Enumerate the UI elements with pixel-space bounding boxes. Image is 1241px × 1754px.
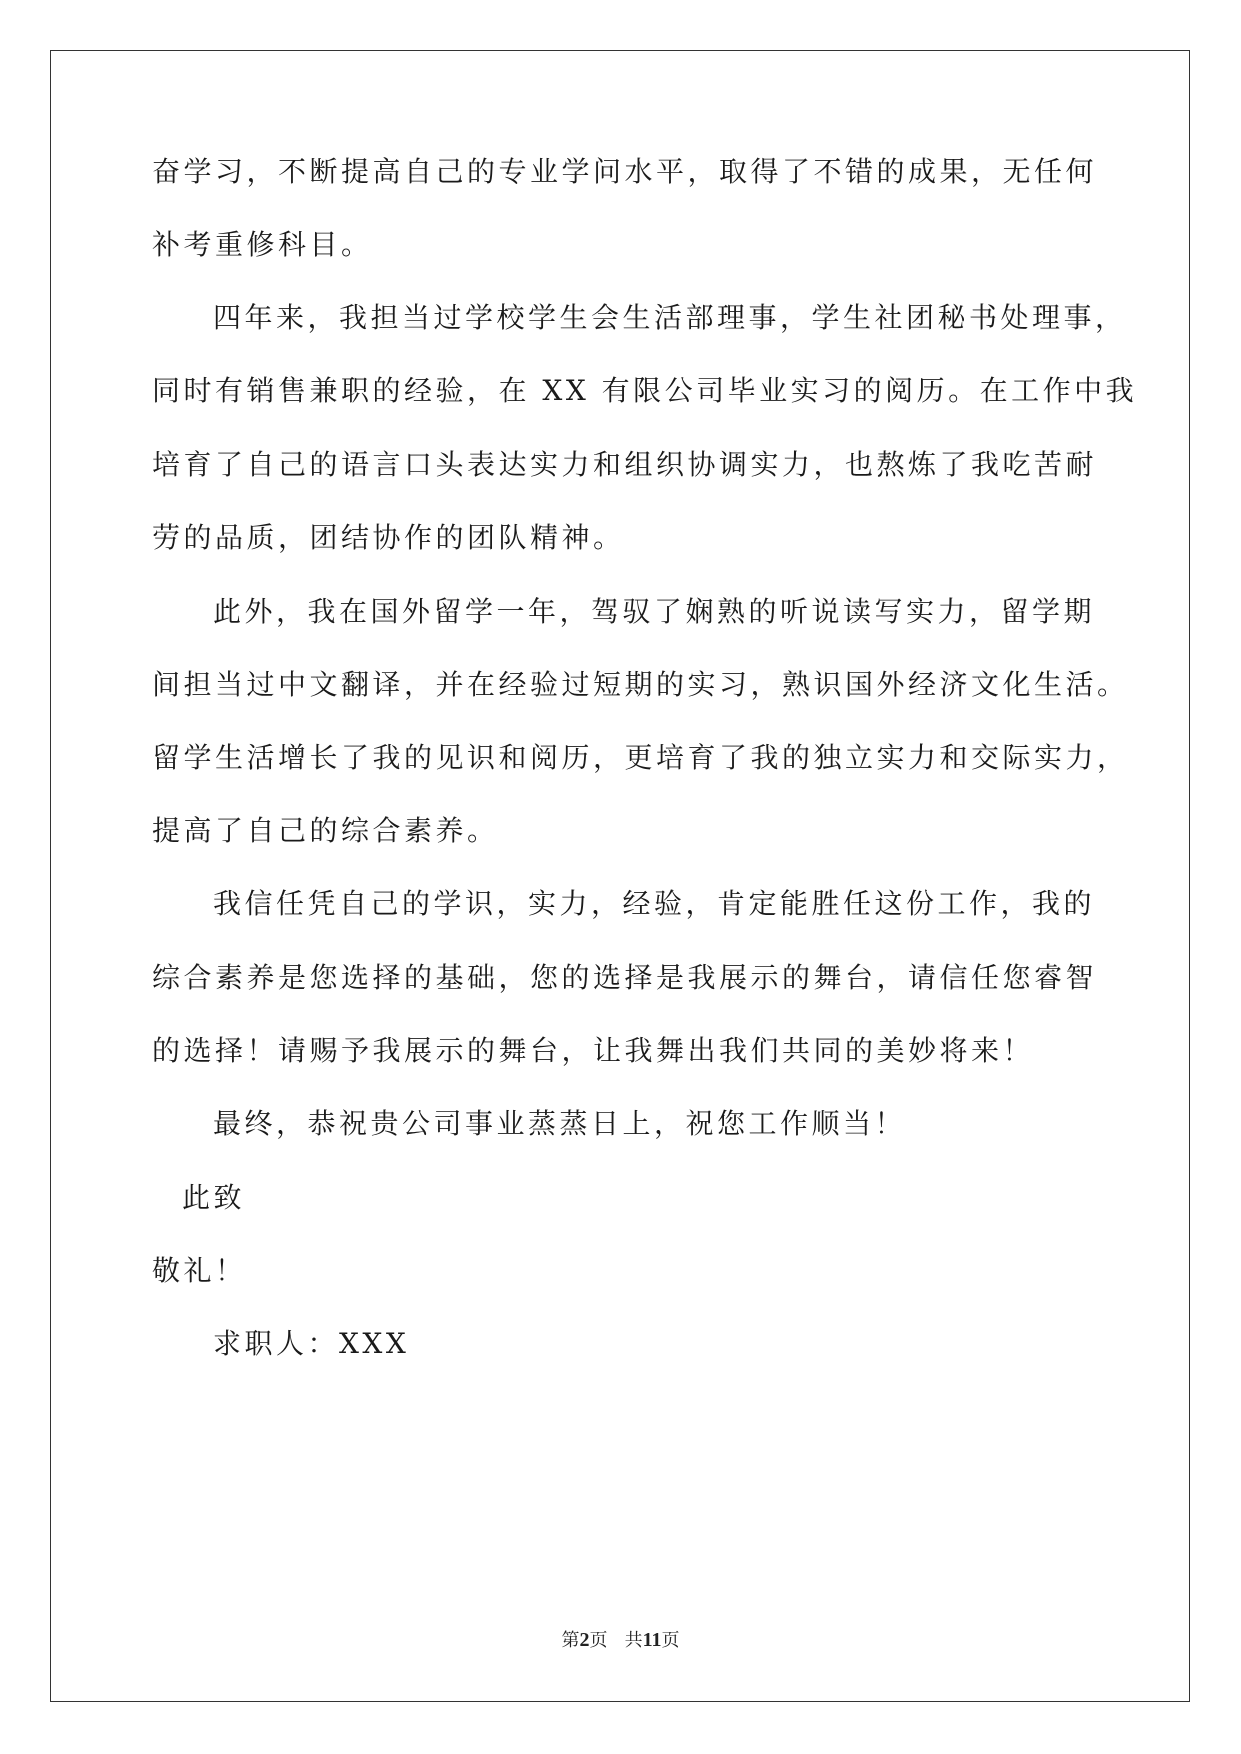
page-footer bbox=[0, 1628, 1241, 1653]
body-line: 留学生活增长了我的见识和阅历，更培育了我的独立实力和交际实力， bbox=[152, 741, 1129, 774]
body-line: 我信任凭自己的学识，实力，经验，肯定能胜任这份工作，我的 bbox=[213, 887, 1096, 920]
page-suffix: 页 bbox=[589, 1630, 608, 1651]
body-line: 补考重修科目。 bbox=[152, 228, 373, 261]
salutation-cizhi: 此致 bbox=[182, 1181, 246, 1214]
page-number: 2 bbox=[579, 1629, 590, 1651]
signature-applicant: 求职人：XXX bbox=[213, 1327, 410, 1360]
body-line: 四年来，我担当过学校学生会生活部理事，学生社团秘书处理事， bbox=[213, 301, 1127, 334]
total-prefix: 共 bbox=[624, 1630, 643, 1651]
body-line: 的选择！请赐予我展示的舞台，让我舞出我们共同的美妙将来！ bbox=[152, 1034, 1035, 1067]
closing-wish: 最终，恭祝贵公司事业蒸蒸日上，祝您工作顺当！ bbox=[213, 1107, 907, 1140]
total-suffix: 页 bbox=[661, 1630, 680, 1651]
salutation-jingli: 敬礼！ bbox=[152, 1254, 247, 1287]
body-line: 提高了自己的综合素养。 bbox=[152, 814, 499, 847]
body-line: 培育了自己的语言口头表达实力和组织协调实力，也熬炼了我吃苦耐 bbox=[152, 448, 1098, 481]
body-line: 同时有销售兼职的经验，在 XX 有限公司毕业实习的阅历。在工作中我 bbox=[152, 374, 1138, 407]
body-line: 间担当过中文翻译，并在经验过短期的实习，熟识国外经济文化生活。 bbox=[152, 668, 1129, 701]
body-line: 此外，我在国外留学一年，驾驭了娴熟的听说读写实力，留学期 bbox=[213, 595, 1096, 628]
page-prefix: 第 bbox=[561, 1630, 580, 1651]
body-line: 综合素养是您选择的基础，您的选择是我展示的舞台，请信任您睿智 bbox=[152, 961, 1098, 994]
total-pages: 11 bbox=[642, 1629, 662, 1651]
body-line: 劳的品质，团结协作的团队精神。 bbox=[152, 521, 625, 554]
body-line: 奋学习，不断提高自己的专业学问水平，取得了不错的成果，无任何 bbox=[152, 155, 1098, 188]
